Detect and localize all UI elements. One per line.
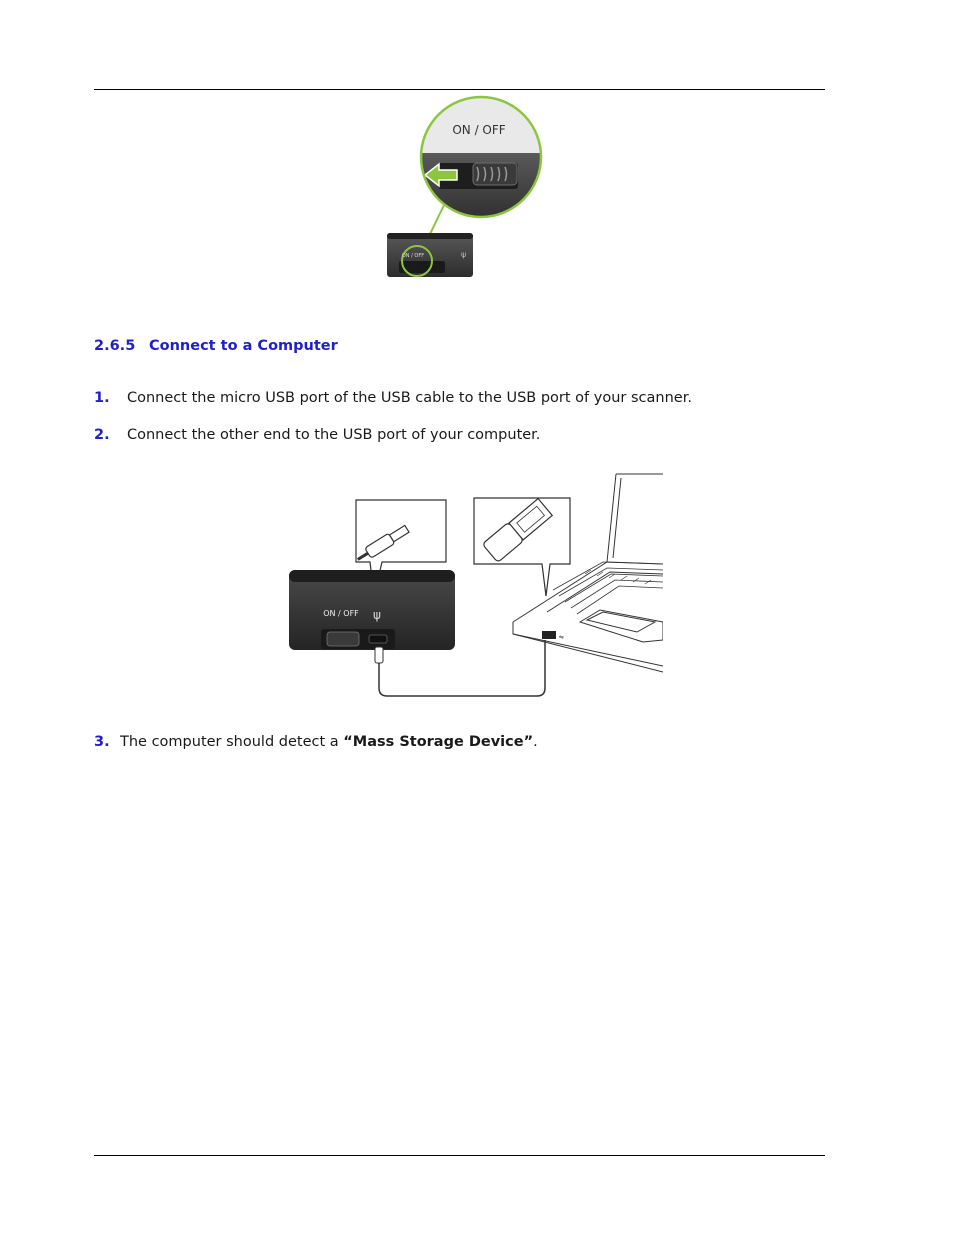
device-on-off-label: ON / OFF [323, 609, 359, 618]
device-on-off-label: ON / OFF [401, 253, 425, 259]
usb-connection-figure [285, 472, 663, 704]
step-number: 2. [94, 427, 110, 443]
usb-icon: ψ [373, 608, 381, 622]
step-number: 1. [94, 390, 110, 406]
section-heading [94, 338, 338, 354]
svg-text:⇋: ⇋ [559, 634, 565, 641]
zoom-on-off-label: ON / OFF [452, 123, 506, 137]
step-2 [94, 427, 540, 443]
header-rule [94, 89, 825, 90]
section-number: 2.6.5 [94, 338, 136, 354]
step-3 [94, 734, 538, 750]
step-text: Connect the other end to the USB port of your computer. [127, 427, 541, 443]
step-text: The computer should detect a [120, 734, 344, 750]
step-1 [94, 390, 692, 406]
mass-storage-device-text: “Mass Storage Device” [343, 734, 534, 750]
power-switch-figure [383, 95, 547, 281]
footer-rule [94, 1155, 825, 1156]
step-text: Connect the micro USB port of the USB cable to the USB port of your scanner. [127, 390, 692, 406]
section-title: Connect to a Computer [149, 338, 338, 354]
step-text-end: . [533, 734, 538, 750]
usb-icon: ψ [461, 250, 467, 259]
step-number: 3. [94, 734, 110, 750]
